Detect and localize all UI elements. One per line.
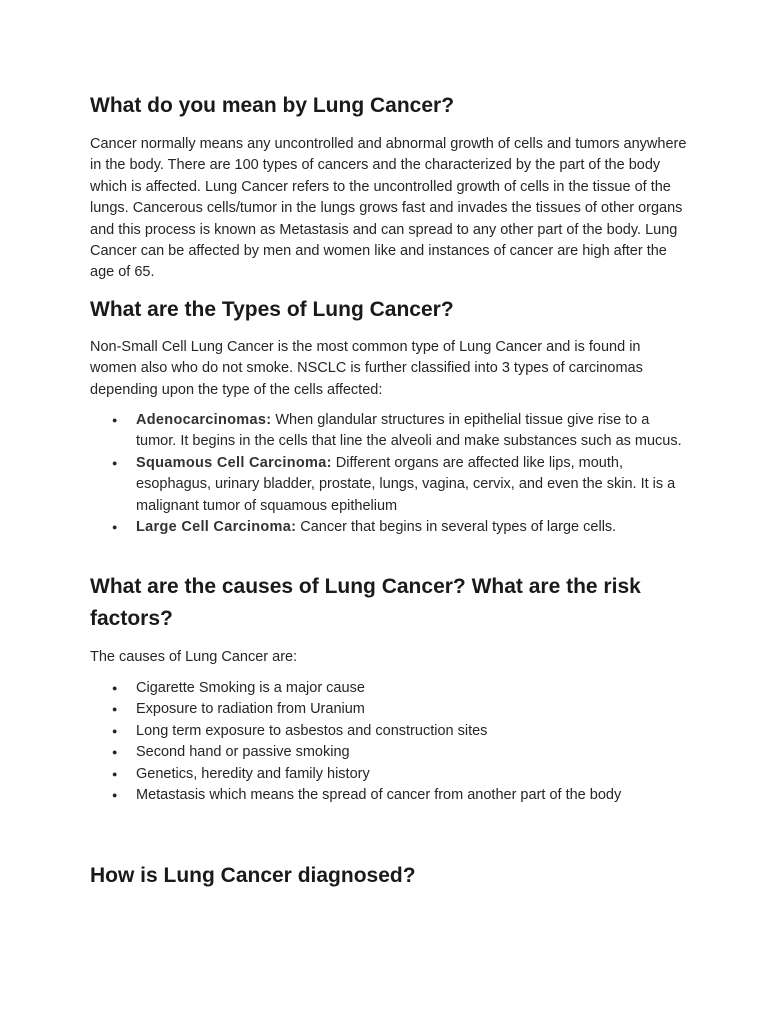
- list-item-term: Squamous Cell Carcinoma:: [136, 454, 332, 471]
- section-heading-diagnosis: How is Lung Cancer diagnosed?: [90, 864, 416, 887]
- list-item: ● Genetics, heredity and family history: [90, 764, 690, 785]
- list-item-term: Adenocarcinomas:: [136, 412, 272, 428]
- list-item: ● Long term exposure to asbestos and construction sites: [90, 721, 690, 742]
- list-item: ● Cigarette Smoking is a major cause: [90, 678, 690, 699]
- list-item: [90, 453, 690, 517]
- list-item-term: Large Cell Carcinoma:: [136, 519, 297, 536]
- section-heading-types: What are the Types of Lung Cancer?: [90, 298, 454, 321]
- section-paragraph-types: Non-Small Cell Lung Cancer is the most common type of Lung Cancer and is found in women also who do not smoke. NSCLC is further classified into 3 types of carcinomas depending upon the type of the cells affected:: [90, 339, 643, 398]
- list-item-text: Different organs are affected like lips, mouth, esophagus, urinary bladder, prostate, lungs, vagina, cervix, and even the skin. It is a malignant tumor of squamous epithelium: [136, 454, 676, 514]
- list-item-text: When glandular structures in epithelial tissue give rise to a tumor. It begins in the cells that line the alveoli and make substances such as mucus.: [136, 412, 682, 450]
- section-paragraph-definition: Cancer normally means any uncontrolled and abnormal growth of cells and tumors anywhere in the body. There are 100 types of cancers and the characterized by the part of the body which is affected. Lung Cancer refers to the uncontrolled growth of cells in the tissue of the lungs. Cancerous cells/tumor in the lungs grows fast and invades the tissues of other organs and this process is known as Metastasis and can spread to any other part of the body. Lung Cancer can be affected by men and women like and instances of cancer are high after the age of 65.: [90, 136, 687, 281]
- list-item: ● Exposure to radiation from Uranium: [90, 699, 690, 720]
- list-item-text: Cancer that begins in several types of large cells.: [296, 519, 617, 536]
- list-item: ● Second hand or passive smoking: [90, 742, 690, 763]
- section-heading-causes: What are the causes of Lung Cancer? What are the risk factors?: [90, 575, 641, 630]
- types-list: [90, 410, 690, 538]
- section-heading-definition: What do you mean by Lung Cancer?: [90, 94, 455, 117]
- causes-list: [90, 678, 690, 806]
- section-paragraph-causes: The causes of Lung Cancer are:: [90, 649, 298, 665]
- list-item: [90, 410, 690, 453]
- list-item: [90, 517, 690, 538]
- list-item: ● Metastasis which means the spread of cancer from another part of the body: [90, 785, 690, 806]
